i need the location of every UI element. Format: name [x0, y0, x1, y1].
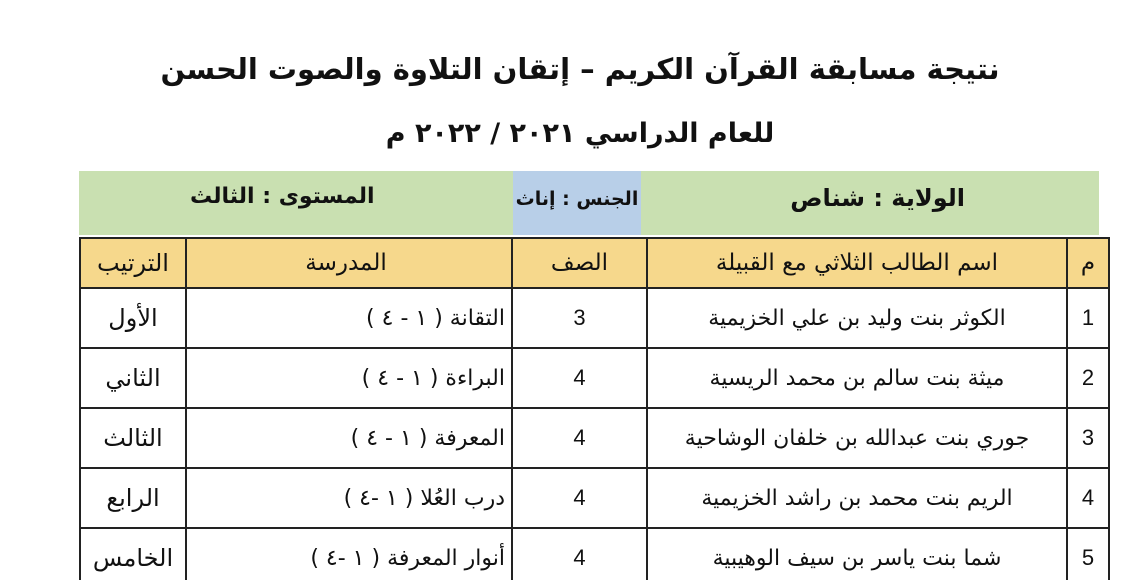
row-number: 4 — [1067, 468, 1109, 528]
table-row — [80, 528, 1109, 580]
school: درب العُلا ( ١ -٤ ) — [186, 468, 512, 528]
school: التقانة ( ١ - ٤ ) — [186, 288, 512, 348]
gender-label: الجنس : إناث — [515, 188, 639, 210]
level-label: المستوى : الثالث — [190, 184, 375, 209]
school: أنوار المعرفة ( ١ -٤ ) — [186, 528, 512, 580]
grade: 4 — [512, 348, 647, 408]
rank: الخامس — [80, 528, 186, 580]
grade: 4 — [512, 408, 647, 468]
grade: 4 — [512, 468, 647, 528]
table-row — [80, 348, 1109, 408]
student-name: الكوثر بنت وليد بن علي الخزيمية — [647, 288, 1067, 348]
rank: الثاني — [80, 348, 186, 408]
rank: الأول — [80, 288, 186, 348]
grade: 4 — [512, 528, 647, 580]
header-student-name: اسم الطالب الثلاثي مع القبيلة — [647, 238, 1067, 288]
header-grade: الصف — [512, 238, 647, 288]
header-rank: الترتيب — [80, 238, 186, 288]
school: البراءة ( ١ - ٤ ) — [186, 348, 512, 408]
student-name: جوري بنت عبدالله بن خلفان الوشاحية — [647, 408, 1067, 468]
row-number: 3 — [1067, 408, 1109, 468]
table-row — [80, 288, 1109, 348]
results-table — [79, 237, 1110, 580]
rank: الثالث — [80, 408, 186, 468]
table-header-row — [80, 238, 1109, 288]
school: المعرفة ( ١ - ٤ ) — [186, 408, 512, 468]
row-number: 2 — [1067, 348, 1109, 408]
student-name: الريم بنت محمد بن راشد الخزيمية — [647, 468, 1067, 528]
row-number: 5 — [1067, 528, 1109, 580]
page-subtitle-year: للعام الدراسي ٢٠٢١ / ٢٠٢٢ م — [385, 118, 775, 149]
student-name: شما بنت ياسر بن سيف الوهيبية — [647, 528, 1067, 580]
table-row — [80, 408, 1109, 468]
student-name: ميثة بنت سالم بن محمد الريسية — [647, 348, 1067, 408]
header-number: م — [1067, 238, 1109, 288]
rank: الرابع — [80, 468, 186, 528]
row-number: 1 — [1067, 288, 1109, 348]
header-school: المدرسة — [186, 238, 512, 288]
page-title: نتيجة مسابقة القرآن الكريم – إتقان التلاوة والصوت الحسن — [160, 52, 1000, 86]
wilaya-label: الولاية : شناص — [790, 184, 965, 212]
grade: 3 — [512, 288, 647, 348]
table-row — [80, 468, 1109, 528]
